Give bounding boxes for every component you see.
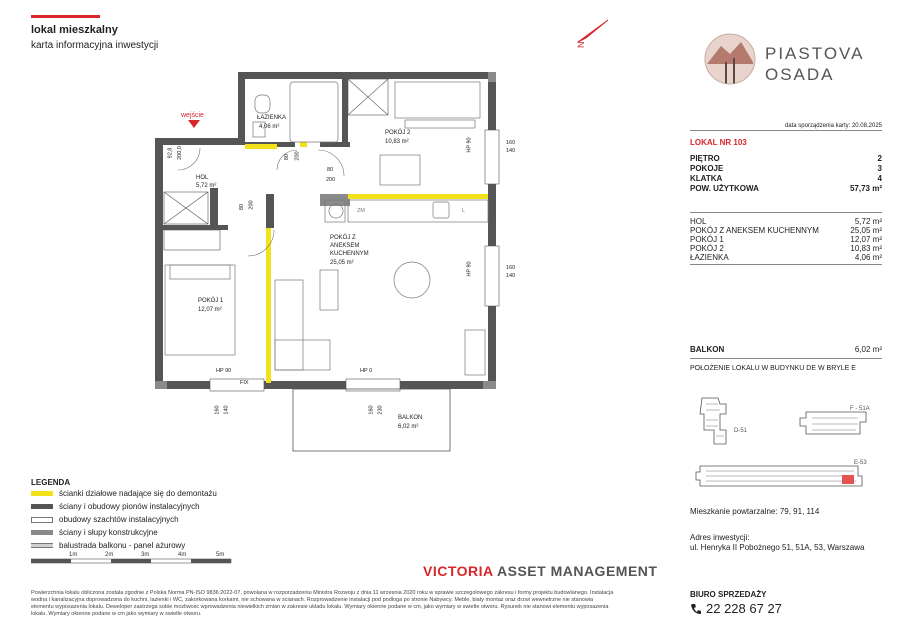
unit-label: LOKAL NR 103 — [690, 138, 747, 147]
dim-label: 80 — [327, 167, 334, 173]
legend-title: LEGENDA — [31, 478, 71, 487]
svg-text:4m: 4m — [178, 552, 187, 558]
room-name-hol: HOL — [196, 175, 209, 181]
svg-text:5m: 5m — [216, 552, 225, 558]
room-area-lazienka: 4,06 m² — [259, 124, 280, 130]
fix-label: FIX — [240, 380, 249, 386]
room-area-hol: 5,72 m² — [196, 183, 217, 189]
room-name-lazienka: ŁAZIENKA — [257, 115, 287, 121]
room-row: HOL 5,72 m² — [690, 217, 882, 226]
divider — [690, 358, 882, 359]
svg-text:2m: 2m — [105, 552, 114, 558]
legend-item: ściany i obudowy pionów instalacyjnych — [31, 502, 200, 511]
room-row: POKÓJ 1 12,07 m² — [690, 235, 882, 244]
dim-label: 140 — [506, 273, 516, 279]
address-value: ul. Henryka II Pobożnego 51, 51A, 53, Warszawa — [690, 543, 865, 552]
room-area-pokoj1: 12,07 m² — [198, 307, 222, 313]
sales-label: BIURO SPRZEDAŻY — [690, 590, 767, 599]
scale-bar — [31, 549, 236, 565]
dim-label: 160 — [506, 140, 516, 146]
appliance-label: L — [462, 208, 466, 214]
dim-label: 140 — [506, 148, 516, 154]
entrance-label: wejście — [181, 112, 204, 119]
card-date: data sporządzenia karty: 20.08.2025 — [784, 123, 882, 129]
room-area-salon: 25,05 m² — [330, 260, 354, 266]
site-location-map — [690, 390, 882, 498]
window-type-label: HP 90 — [216, 368, 232, 374]
piastova-logo-icon — [703, 32, 757, 86]
header-accent-bar — [31, 15, 100, 18]
footnote: Powierzchnia lokalu obliczona zostala zgodnie z Polska Norma PN-ISO 9836:2022-07, powolana w rozporzadzeniu Ministra Rozwoju z dnia 11 wrzesnia 2020 roku w sprawie szczegolowego zakresu i formy projektu budowlanego. Instalacja wodna i kanalizacyjna doprowadzona do kuchni, lazienki i WC, zakorkowana korkami, nie schowana w scianach. Rozprowadzenie instalacji pod podloga po stronie Nabywcy. Meble, biaty montaz oraz drzwi wewnetrzne nie stanowia elementu wyposazenia lokalu. Deweloper zastrzega sobie mozliwosc wprowadzenia niewielkich zmian w zakresie ukladu lokalu. Wymiary okienne podane w cm, jako wymiary w swietle otworu. Rysunek nie stanowi elementu wyposazenia lokalu. Wymiary okienne podane w cm jako wymiary w swietle otworu. — [31, 590, 614, 617]
dim-label: 200 — [294, 151, 301, 161]
room-row: POKÓJ Z ANEKSEM KUCHENNYM 25,05 m² — [690, 226, 882, 235]
address-label: Adres inwestycji: — [690, 533, 750, 542]
room-area-pokoj2: 10,83 m² — [385, 139, 409, 145]
dim-label: 80 — [284, 153, 291, 161]
logo-name-line2: OSADA — [765, 65, 835, 84]
north-arrow-icon — [572, 14, 612, 50]
svg-text:N: N — [576, 41, 586, 48]
site-label-f51a: F - 51A — [850, 406, 870, 412]
window-type-label: HP 90 — [466, 137, 473, 153]
room-row: POKÓJ 2 10,83 m² — [690, 244, 882, 253]
location-title: POŁOŻENIE LOKALU W BUDYNKU DE W BRYLE E — [690, 365, 856, 372]
floor-plan — [150, 70, 500, 460]
svg-text:3m: 3m — [141, 552, 150, 558]
window-type-label: HP 0 — [360, 368, 373, 374]
dim-label: 230 — [377, 405, 384, 415]
divider — [690, 264, 882, 265]
dim-label: 200 — [248, 200, 255, 210]
spec-row-floor: PIĘTRO 2 — [690, 154, 882, 163]
room-name-salon-3: KUCHENNYM — [330, 251, 369, 257]
legend-item: ściany i słupy konstrukcyjne — [31, 528, 158, 537]
spec-row-staircase: KLATKA 4 — [690, 174, 882, 183]
dim-label: 200,0 — [176, 146, 183, 160]
fridge-label: ZM — [357, 208, 365, 214]
room-name-pokoj2: POKÓJ 2 — [385, 130, 411, 136]
room-name-pokoj1: POKÓJ 1 — [198, 298, 224, 304]
window-type-label: HP 90 — [466, 261, 473, 277]
room-name-salon-1: POKÓJ Z — [330, 235, 356, 241]
dim-label: 160 — [368, 405, 375, 415]
room-row: ŁAZIENKA 4,06 m² — [690, 253, 882, 262]
divider — [690, 212, 882, 213]
spec-row-rooms: POKOJE 3 — [690, 164, 882, 173]
dim-label: 140 — [223, 405, 230, 415]
spec-row-area: POW. UŻYTKOWA 57,73 m² — [690, 184, 882, 193]
dim-label: 80 — [239, 203, 246, 211]
logo-name-line1: PIASTOVA — [765, 44, 865, 63]
developer-logo: VICTORIA ASSET MANAGEMENT — [423, 563, 658, 579]
dim-label: 200 — [326, 177, 336, 183]
page-title: lokal mieszkalny — [31, 24, 118, 36]
site-label-d51: D-51 — [734, 428, 748, 434]
dim-label: 160 — [214, 405, 221, 415]
divider — [690, 130, 882, 131]
legend-item: obudowy szachtów instalacyjnych — [31, 515, 179, 524]
svg-text:1m: 1m — [69, 552, 78, 558]
page-subtitle: karta informacyjna inwestycji — [31, 40, 159, 51]
dim-label: 160 — [506, 265, 516, 271]
repeated-units: Mieszkanie powtarzalne: 79, 91, 114 — [690, 507, 820, 516]
phone-icon — [690, 603, 702, 615]
room-name-balkon: BALKON — [398, 415, 423, 421]
dim-label: 92,8 — [167, 147, 174, 159]
legend-item: balustrada balkonu - panel ażurowy — [31, 541, 185, 550]
site-label-e53: E-53 — [854, 460, 867, 466]
room-area-balkon: 6,02 m² — [398, 424, 419, 430]
sales-phone[interactable]: 22 228 67 27 — [690, 601, 782, 616]
room-name-salon-2: ANEKSEM — [330, 243, 360, 249]
legend-item: ścianki działowe nadające się do demontażu — [31, 489, 217, 498]
